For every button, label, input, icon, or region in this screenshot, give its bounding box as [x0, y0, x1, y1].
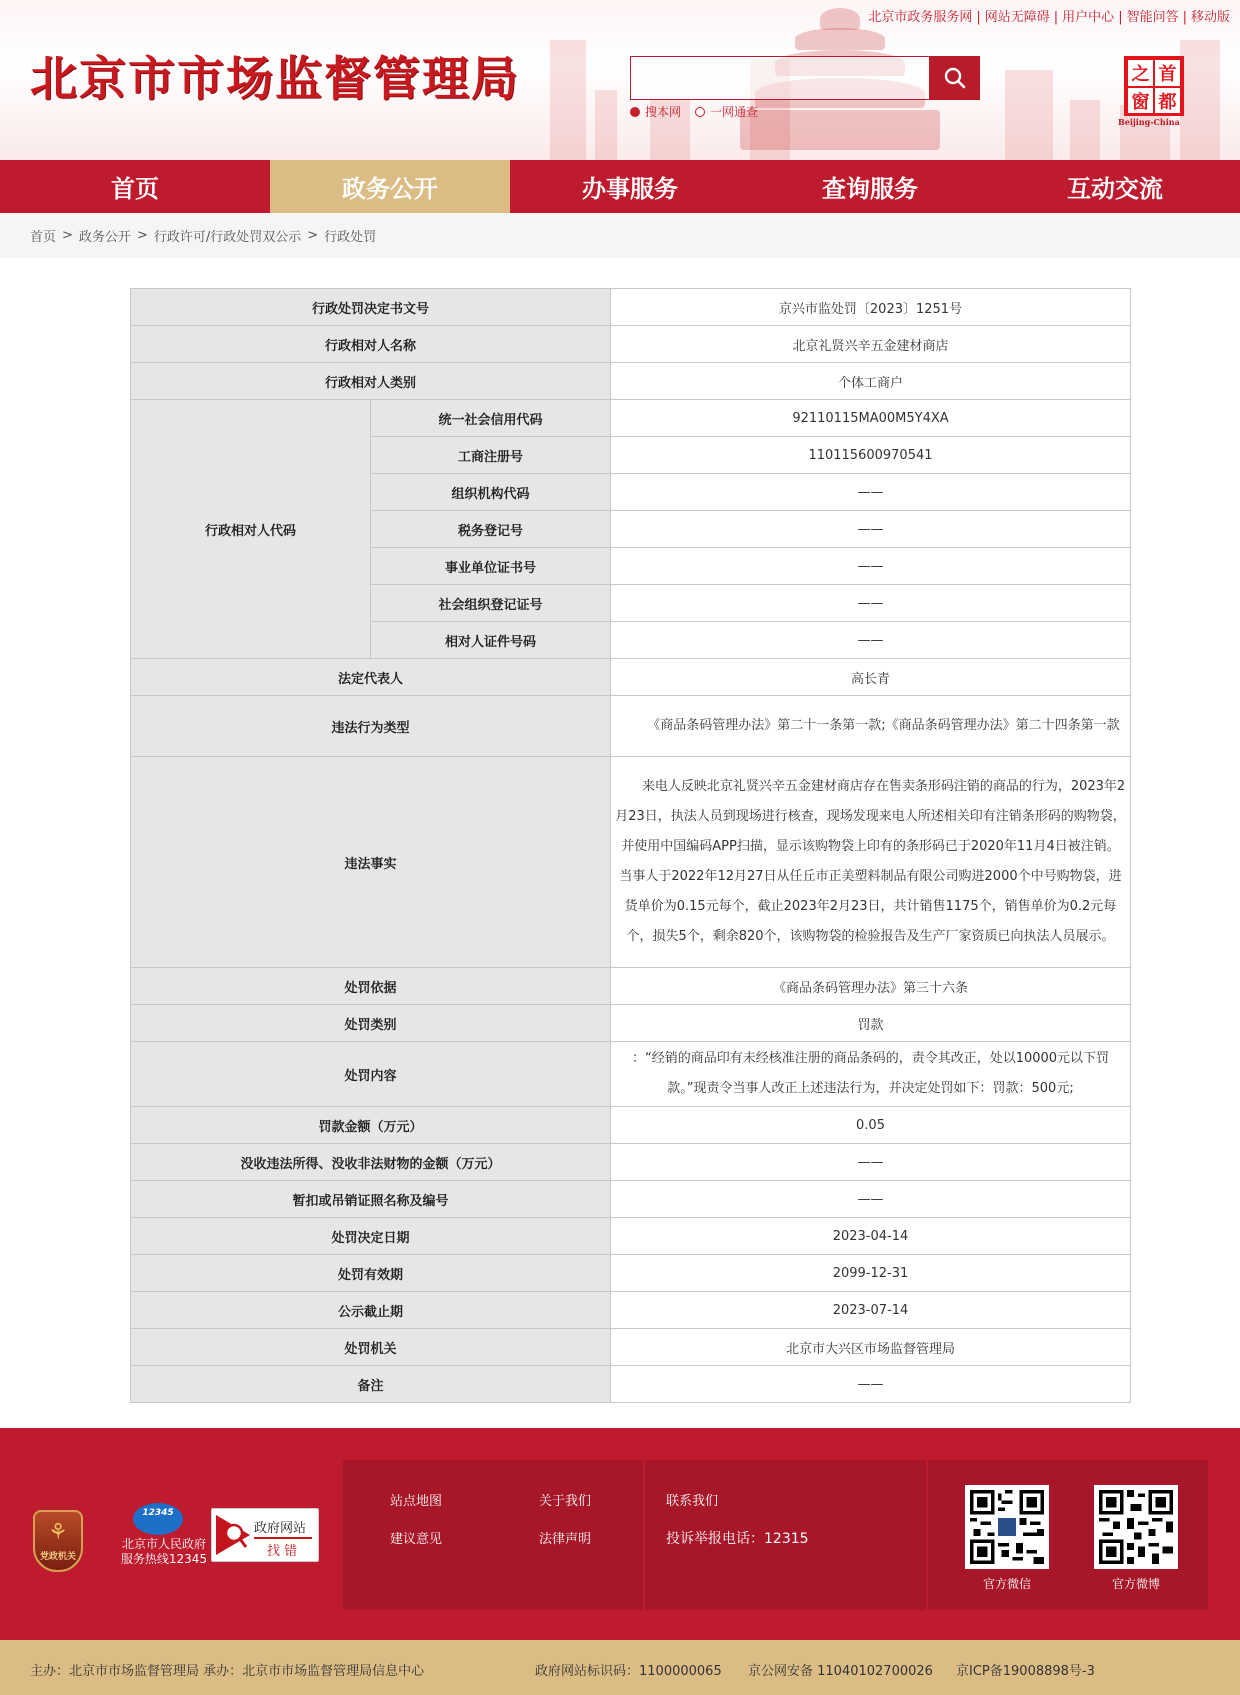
value-tax-reg-no: —— — [611, 511, 1131, 548]
search-input[interactable] — [630, 56, 930, 100]
breadcrumb-separator: > — [62, 228, 73, 243]
label-legal-rep: 法定代表人 — [131, 659, 611, 696]
value-authority: 北京市大兴区市场监督管理局 — [611, 1329, 1131, 1366]
search-button[interactable] — [930, 56, 980, 100]
table-row — [131, 659, 1131, 696]
site-title: 北京市市场监督管理局 — [30, 52, 520, 107]
breadcrumb-separator: > — [307, 228, 319, 243]
label-penalty-category: 处罚类别 — [131, 1005, 611, 1042]
label-publicity-deadline: 公示截止期 — [131, 1292, 611, 1329]
top-link-accessibility[interactable]: 网站无障碍 — [984, 10, 1050, 25]
table-row — [131, 1144, 1131, 1181]
footer-link-contact[interactable]: 联系我们 — [666, 1494, 719, 1509]
nav-query[interactable]: 查询服务 — [822, 175, 918, 203]
qr-code-icon — [1099, 1490, 1173, 1564]
label-institution-cert-no: 事业单位证书号 — [371, 548, 611, 585]
value-credit-code: 92110115MA00M5Y4XA — [611, 400, 1131, 437]
top-link-gov-service[interactable]: 北京市政务服务网 — [868, 10, 973, 25]
divider — [926, 1460, 928, 1610]
table-row — [131, 326, 1131, 363]
label-authority: 处罚机关 — [131, 1329, 611, 1366]
value-org-code: —— — [611, 474, 1131, 511]
table-row — [131, 1042, 1131, 1107]
label-decision-date: 处罚决定日期 — [131, 1218, 611, 1255]
capital-logo-subtitle: Beijing-China — [1118, 117, 1180, 127]
footer-link-sitemap[interactable]: 站点地图 — [390, 1494, 443, 1509]
site-identifier-code: 政府网站标识码：1100000065 — [535, 1664, 722, 1679]
hotline-text[interactable]: 北京市人民政府 服务热线12345 — [120, 1537, 208, 1566]
nav-services[interactable]: 办事服务 — [582, 175, 678, 203]
value-party-name: 北京礼贤兴辛五金建材商店 — [611, 326, 1131, 363]
nav-gov-affairs[interactable]: 政务公开 — [270, 160, 510, 213]
label-fine-amount: 罚款金额（万元） — [131, 1107, 611, 1144]
breadcrumb-penalty[interactable]: 行政处罚 — [324, 230, 377, 245]
nav-interaction[interactable]: 互动交流 — [1067, 175, 1163, 203]
divider — [254, 1537, 312, 1539]
capital-window-logo[interactable] — [1124, 56, 1184, 116]
value-license-revoked: —— — [611, 1181, 1131, 1218]
value-penalty-content: ：“经销的商品印有未经核准注册的商品条码的，责令其改正，处以10000元以下罚款。”现责令当事人改正上述违法行为，并决定处罚如下：罚款：500元; — [611, 1042, 1131, 1107]
table-row — [131, 968, 1131, 1005]
table-row — [131, 1181, 1131, 1218]
label-party-codes: 行政相对人代码 — [131, 400, 371, 659]
search-scope — [630, 103, 758, 120]
label-id-no: 相对人证件号码 — [371, 622, 611, 659]
breadcrumb-dual-disclosure[interactable]: 行政许可/行政处罚双公示 — [153, 230, 302, 245]
label-decision-no: 行政处罚决定书文号 — [131, 289, 611, 326]
label-remarks: 备注 — [131, 1366, 611, 1403]
label-tax-reg-no: 税务登记号 — [371, 511, 611, 548]
table-row — [131, 696, 1131, 757]
police-record-link[interactable]: 京公网安备 11040102700026 — [748, 1664, 933, 1679]
qr-weibo[interactable] — [1094, 1485, 1178, 1569]
value-valid-until: 2099-12-31 — [611, 1255, 1131, 1292]
value-decision-date: 2023-04-14 — [611, 1218, 1131, 1255]
logo-char: 都 — [1154, 87, 1181, 115]
value-decision-no: 京兴市监处罚〔2023〕1251号 — [611, 289, 1131, 326]
search-scope-all-network[interactable]: 一网通查 — [695, 103, 758, 120]
label-party-name: 行政相对人名称 — [131, 326, 611, 363]
qr-wechat-label: 官方微信 — [982, 1577, 1031, 1591]
label-valid-until: 处罚有效期 — [131, 1255, 611, 1292]
footer-links-panel — [343, 1460, 1208, 1610]
divider — [643, 1460, 645, 1610]
magnifier-icon — [224, 1523, 248, 1549]
top-link-mobile[interactable]: 移动版 — [1190, 10, 1230, 25]
value-publicity-deadline: 2023-07-14 — [611, 1292, 1131, 1329]
label-confiscated-amount: 没收违法所得、没收非法财物的金额（万元） — [131, 1144, 611, 1181]
table-row — [131, 1005, 1131, 1042]
value-institution-cert-no: —— — [611, 548, 1131, 585]
value-id-no: —— — [611, 622, 1131, 659]
party-badge-label: 党政机关 — [39, 1552, 76, 1562]
qr-wechat[interactable] — [965, 1485, 1049, 1569]
site-footer — [0, 1428, 1240, 1640]
value-confiscated-amount: —— — [611, 1144, 1131, 1181]
nav-home[interactable]: 首页 — [111, 175, 159, 203]
table-row — [131, 1255, 1131, 1292]
top-link-smart-qa[interactable]: 智能问答 — [1126, 10, 1179, 25]
radio-unselected-icon — [695, 107, 705, 117]
value-violation-facts: 来电人反映北京礼贤兴辛五金建材商店存在售卖条形码注销的商品的行为，2023年2月23日，执法人员到现场进行核查，现场发现来电人所述相关印有注销条形码的购物袋，并使用中国编码APP扫描，显示该购物袋上印有的条形码已于2020年11月4日被注销。当事人于2022年12月27日从任丘市正美塑料制品有限公司购进2000个中号购物袋，进货单价为0.15元每个，截止2023年2月23日，共计销售1175个，销售单价为0.2元每个，损失5个，剩余820个，该购物袋的检验报告及生产厂家资质已向执法人员展示。 — [611, 757, 1131, 968]
party-gov-badge[interactable] — [33, 1510, 83, 1572]
icp-record-link[interactable]: 京ICP备19008898号-3 — [956, 1664, 1095, 1679]
table-row — [131, 1366, 1131, 1403]
search-icon — [943, 66, 967, 90]
value-social-org-reg-no: —— — [611, 585, 1131, 622]
value-penalty-basis: 《商品条码管理办法》第三十六条 — [611, 968, 1131, 1005]
qr-code-icon — [970, 1490, 1044, 1564]
label-business-reg-no: 工商注册号 — [371, 437, 611, 474]
footer-link-legal[interactable]: 法律声明 — [539, 1532, 592, 1547]
hotline-12345-icon[interactable]: 12345 — [133, 1503, 183, 1535]
table-row — [131, 1292, 1131, 1329]
value-business-reg-no: 110115600970541 — [611, 437, 1131, 474]
complaint-hotline: 投诉举报电话：12315 — [666, 1531, 809, 1547]
breadcrumb-gov-affairs[interactable]: 政务公开 — [78, 230, 131, 245]
value-legal-rep: 高长青 — [611, 659, 1131, 696]
table-row — [131, 1107, 1131, 1144]
footer-link-feedback[interactable]: 建议意见 — [390, 1532, 443, 1547]
breadcrumb — [0, 213, 1240, 258]
table-row — [131, 363, 1131, 400]
table-row — [131, 1329, 1131, 1366]
label-penalty-basis: 处罚依据 — [131, 968, 611, 1005]
table-row — [131, 289, 1131, 326]
footer-bottom-bar — [0, 1640, 1240, 1695]
footer-link-about[interactable]: 关于我们 — [539, 1494, 592, 1509]
main-nav — [0, 160, 1240, 213]
logo-char: 之 — [1127, 59, 1154, 87]
top-links: 北京市政务服务网 | 网站无障碍 | 用户中心 | 智能问答 | 移动版 — [868, 10, 1230, 25]
logo-char: 首 — [1154, 59, 1181, 87]
sponsor-info: 主办：北京市市场监督管理局 承办：北京市市场监督管理局信息中心 — [30, 1664, 425, 1679]
label-violation-type: 违法行为类型 — [131, 696, 611, 757]
search-scope-this-site[interactable]: 搜本网 — [630, 103, 681, 120]
site-header — [0, 0, 1240, 160]
table-row — [131, 400, 1131, 437]
value-party-type: 个体工商户 — [611, 363, 1131, 400]
label-social-org-reg-no: 社会组织登记证号 — [371, 585, 611, 622]
value-violation-type: 《商品条码管理办法》第二十一条第一款;《商品条码管理办法》第二十四条第一款 — [611, 696, 1131, 757]
penalty-record-table — [130, 288, 1131, 1403]
value-penalty-category: 罚款 — [611, 1005, 1131, 1042]
label-penalty-content: 处罚内容 — [131, 1042, 611, 1107]
top-link-user-center[interactable]: 用户中心 — [1062, 10, 1115, 25]
logo-char: 窗 — [1127, 87, 1154, 115]
gov-website-error-report[interactable]: 政府网站 找 错 — [211, 1508, 319, 1562]
value-fine-amount: 0.05 — [611, 1107, 1131, 1144]
party-emblem-icon: ⚘ — [48, 1520, 68, 1545]
label-license-revoked: 暂扣或吊销证照名称及编号 — [131, 1181, 611, 1218]
breadcrumb-separator: > — [136, 228, 148, 243]
table-row — [131, 1218, 1131, 1255]
label-credit-code: 统一社会信用代码 — [371, 400, 611, 437]
label-org-code: 组织机构代码 — [371, 474, 611, 511]
radio-selected-icon — [630, 107, 640, 117]
qr-weibo-label: 官方微博 — [1111, 1577, 1160, 1591]
value-remarks: —— — [611, 1366, 1131, 1403]
table-row — [131, 757, 1131, 968]
breadcrumb-home[interactable]: 首页 — [30, 230, 57, 245]
label-party-type: 行政相对人类别 — [131, 363, 611, 400]
label-violation-facts: 违法事实 — [131, 757, 611, 968]
